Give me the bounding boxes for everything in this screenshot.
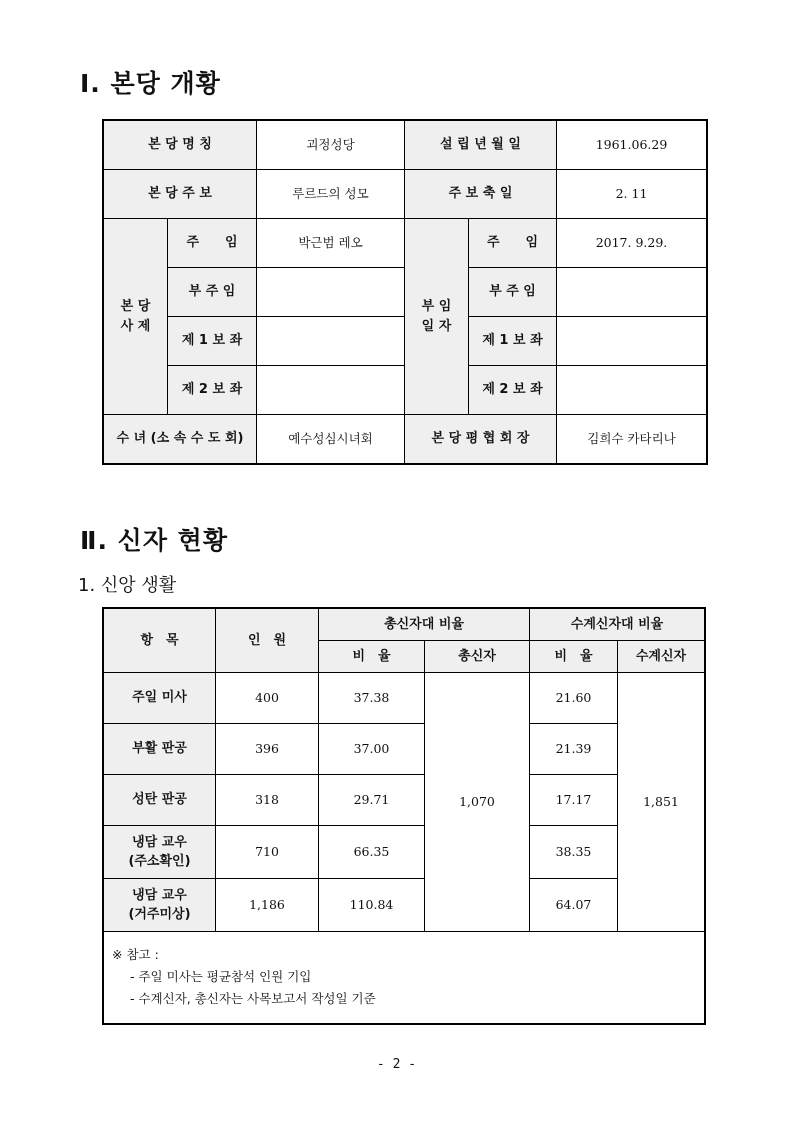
row-ratio-total: 29.71	[319, 775, 425, 826]
reference-note	[104, 932, 705, 1024]
row-ratio-registered: 64.07	[530, 879, 618, 932]
row-item: 주일 미사	[104, 673, 216, 724]
col-header-total-group: 총신자대 비율	[319, 609, 530, 641]
section1-title: Ⅰ. 본당 개황	[80, 69, 221, 98]
council-president-label: 본 당 평 협 회 장	[405, 415, 557, 464]
associate-name	[257, 268, 405, 317]
total-believers: 1,070	[425, 673, 530, 932]
arrival-date-pastor: 2017. 9.29.	[557, 219, 707, 268]
parish-name-value: 괴정성당	[257, 121, 405, 170]
row-item: 냉담 교우 (거주미상)	[104, 879, 216, 932]
section2-subtitle: 1. 신앙 생활	[78, 575, 177, 596]
row-ratio-total: 37.00	[319, 724, 425, 775]
founded-date-label: 설 립 년 월 일	[405, 121, 557, 170]
row-ratio-total: 66.35	[319, 826, 425, 879]
council-president-value: 김희수 카타리나	[557, 415, 707, 464]
priest-role-associate: 부 주 임	[168, 268, 257, 317]
table-row	[104, 673, 705, 724]
parish-overview-table	[103, 120, 707, 464]
row-ratio-registered: 38.35	[530, 826, 618, 879]
parish-name-label: 본 당 명 칭	[104, 121, 257, 170]
note-line: - 주일 미사는 평균참석 인원 기입	[130, 968, 312, 984]
nun-label: 수 녀 (소 속 수 도 회)	[104, 415, 257, 464]
row-people: 710	[216, 826, 319, 879]
priest-role-assistant-1: 제 1 보 좌	[168, 317, 257, 366]
arrival-role-associate: 부 주 임	[469, 268, 557, 317]
row-ratio-total: 110.84	[319, 879, 425, 932]
arrival-role-assistant-1: 제 1 보 좌	[469, 317, 557, 366]
section2-title: Ⅱ. 신자 현황	[80, 526, 228, 555]
row-ratio-registered: 21.60	[530, 673, 618, 724]
patron-value: 루르드의 성모	[257, 170, 405, 219]
assistant-1-name	[257, 317, 405, 366]
note-title: ※ 참고 :	[112, 947, 159, 962]
assistant-2-name	[257, 366, 405, 415]
feast-day-value: 2. 11	[557, 170, 707, 219]
row-people: 400	[216, 673, 319, 724]
note-line: - 수계신자, 총신자는 사목보고서 작성일 기준	[130, 990, 376, 1006]
table-row	[104, 724, 705, 775]
arrival-date-assistant-2	[557, 366, 707, 415]
row-people: 396	[216, 724, 319, 775]
pastor-name: 박근범 레오	[257, 219, 405, 268]
col-header-total: 총신자	[425, 641, 530, 673]
arrival-role-pastor: 주 임	[469, 219, 557, 268]
priest-role-pastor: 주 임	[168, 219, 257, 268]
col-header-item: 항 목	[104, 609, 216, 673]
table-row	[104, 775, 705, 826]
row-ratio-registered: 21.39	[530, 724, 618, 775]
table-row	[104, 826, 705, 879]
arrival-label: 부 임 일 자	[405, 219, 469, 415]
table-row	[104, 879, 705, 932]
arrival-date-associate	[557, 268, 707, 317]
arrival-role-assistant-2: 제 2 보 좌	[469, 366, 557, 415]
page-number: - 2 -	[376, 1057, 417, 1072]
row-item: 부활 판공	[104, 724, 216, 775]
col-header-registered-group: 수계신자대 비율	[530, 609, 705, 641]
priests-label: 본 당 사 제	[104, 219, 168, 415]
row-people: 1,186	[216, 879, 319, 932]
col-header-people: 인 원	[216, 609, 319, 673]
nun-value: 예수성심시녀회	[257, 415, 405, 464]
row-item: 성탄 판공	[104, 775, 216, 826]
col-header-ratio-registered: 비 율	[530, 641, 618, 673]
registered-believers: 1,851	[618, 673, 705, 932]
row-ratio-total: 37.38	[319, 673, 425, 724]
col-header-registered: 수계신자	[618, 641, 705, 673]
row-ratio-registered: 17.17	[530, 775, 618, 826]
row-people: 318	[216, 775, 319, 826]
arrival-date-assistant-1	[557, 317, 707, 366]
row-item: 냉담 교우 (주소확인)	[104, 826, 216, 879]
feast-day-label: 주 보 축 일	[405, 170, 557, 219]
priest-role-assistant-2: 제 2 보 좌	[168, 366, 257, 415]
patron-label: 본 당 주 보	[104, 170, 257, 219]
col-header-ratio-total: 비 율	[319, 641, 425, 673]
founded-date-value: 1961.06.29	[557, 121, 707, 170]
faith-life-table	[103, 608, 705, 1024]
